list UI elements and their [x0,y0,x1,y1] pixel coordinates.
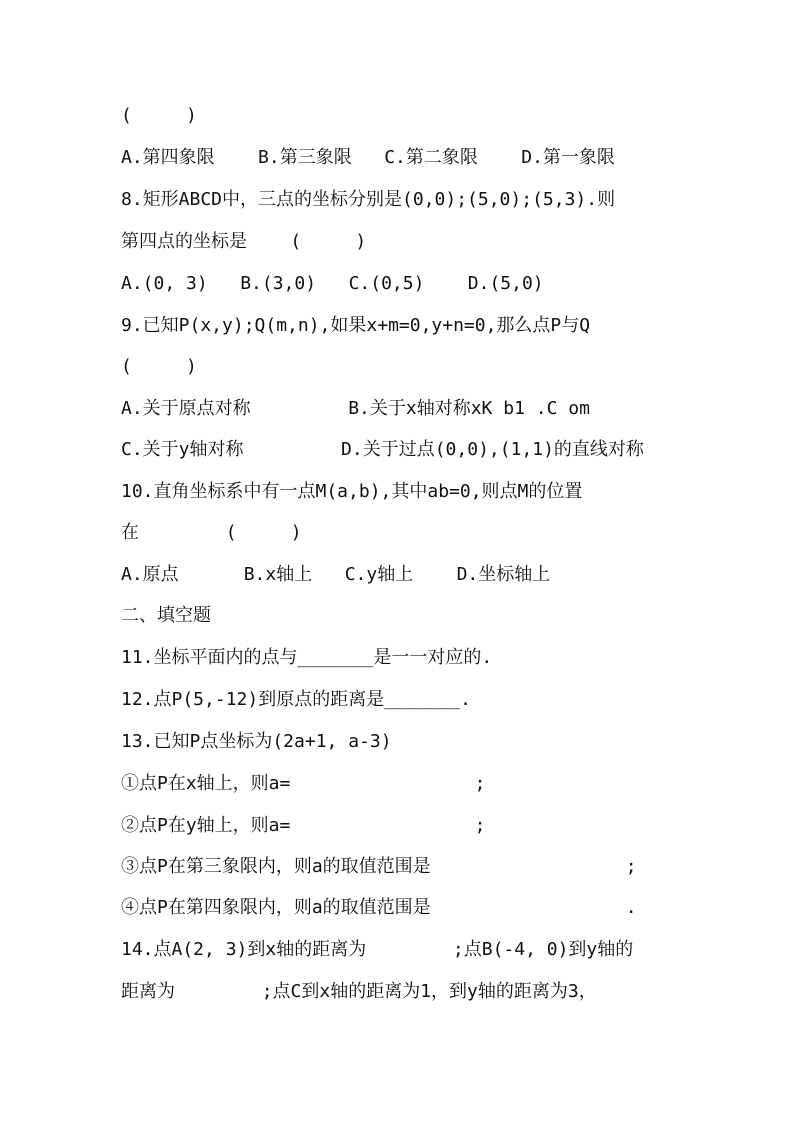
text-line: ( ) [121,356,197,377]
text-line: 在 ( ) [121,522,302,543]
text-line: 14.点A(2, 3)到x轴的距离为 ;点B(-4, 0)到y轴的 [121,939,634,960]
text-line: 第四点的坐标是 ( ) [121,231,367,252]
text-line: 11.坐标平面内的点与_______是一一对应的. [121,647,493,668]
text-line: 距离为 ;点C到x轴的距离为1，到y轴的距离为3， [121,981,597,1002]
text-line: ③点P在第三象限内，则a的取值范围是 ; [121,856,637,877]
text-line: 9.已知P(x,y);Q(m,n),如果x+m=0,y+n=0,那么点P与Q [121,315,591,336]
text-line: 13.已知P点坐标为(2a+1, a-3) [121,731,392,752]
text-line: 12.点P(5,-12)到原点的距离是_______. [121,689,471,710]
text-line: ①点P在x轴上，则a= ; [121,773,486,794]
text-line: A.(0, 3) B.(3,0) C.(0,5) D.(5,0) [121,273,544,294]
text-line: C.关于y轴对称 D.关于过点(0,0),(1,1)的直线对称 [121,439,644,460]
text-line: A.原点 B.x轴上 C.y轴上 D.坐标轴上 [121,564,551,585]
text-line: A.关于原点对称 B.关于x轴对称xK b1 .C om [121,398,590,419]
text-line: ( ) [121,105,197,126]
section-heading: 二、填空题 [121,605,211,626]
text-line: A.第四象限 B.第三象限 C.第二象限 D.第一象限 [121,147,615,168]
text-line: ②点P在y轴上，则a= ; [121,815,486,836]
text-line: 10.直角坐标系中有一点M(a,b),其中ab=0,则点M的位置 [121,481,583,502]
text-line: ④点P在第四象限内，则a的取值范围是 . [121,897,637,918]
text-line: 8.矩形ABCD中，三点的坐标分别是(0,0);(5,0);(5,3).则 [121,189,616,210]
